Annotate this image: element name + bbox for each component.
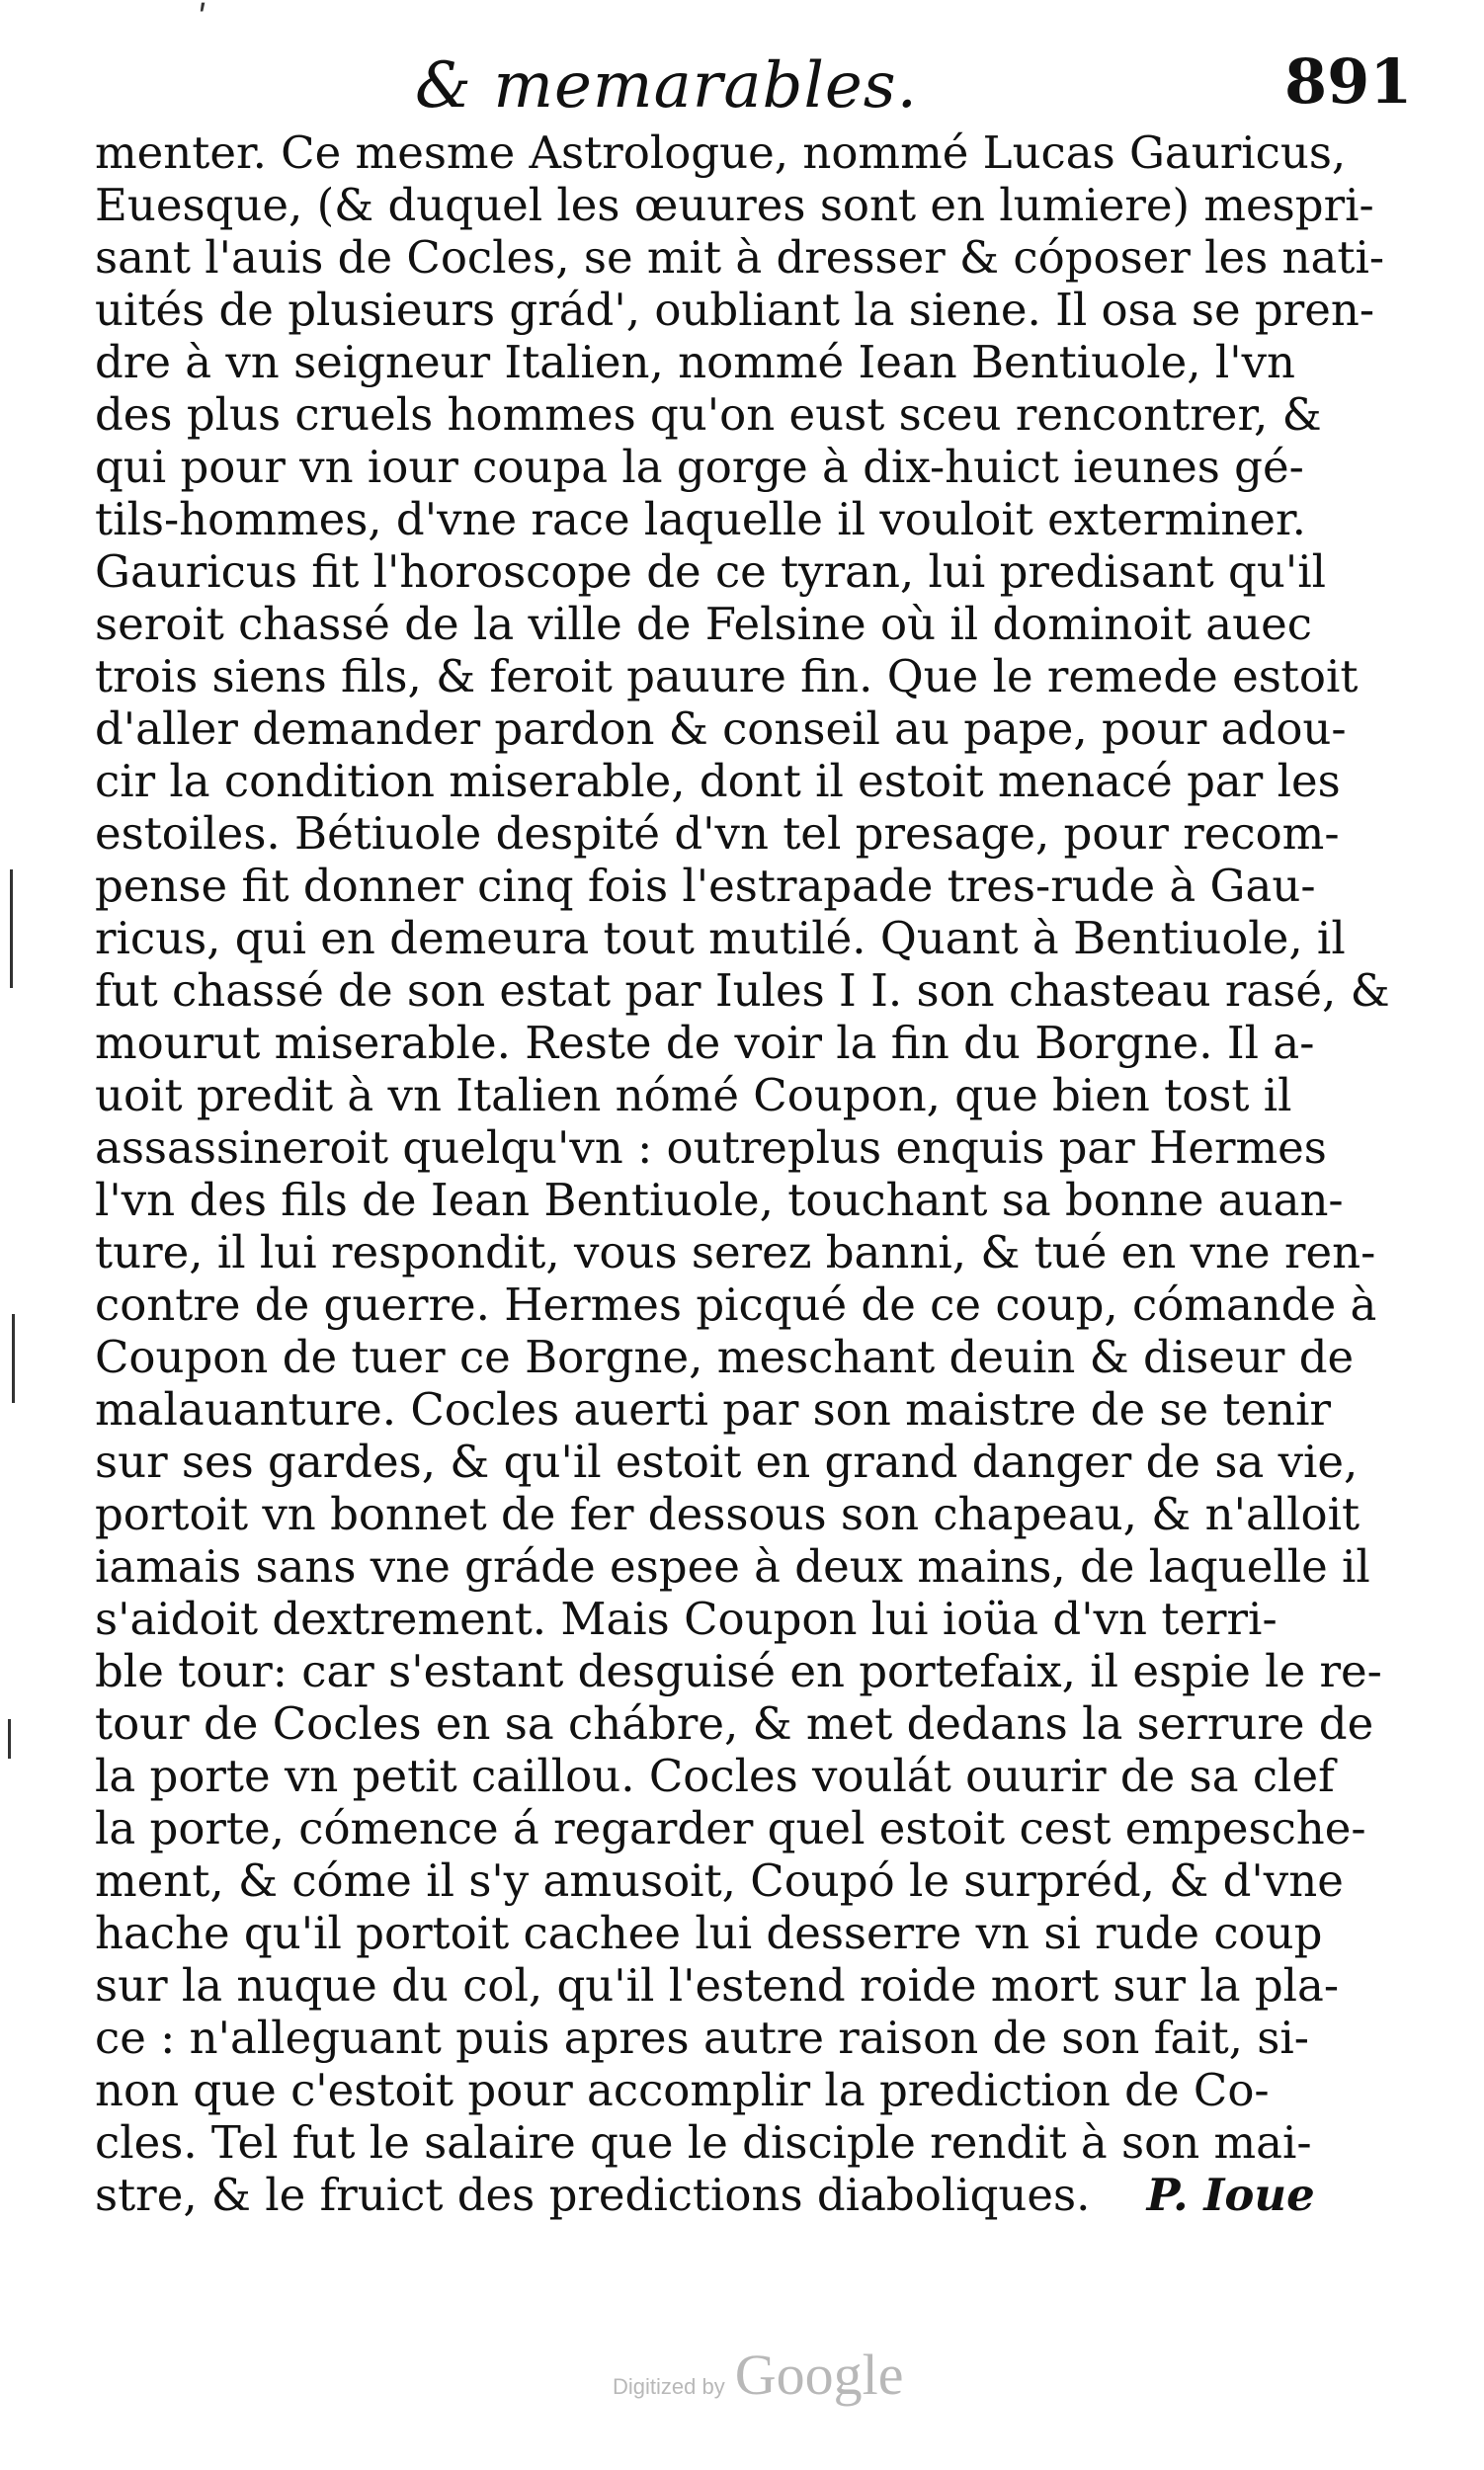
text-line: assassineroit quelqu'vn : outreplus enquis par Hermes bbox=[95, 1121, 1327, 1174]
text-line: l'vn des fils de Iean Bentiuole, touchant sa bonne auan- bbox=[95, 1174, 1344, 1226]
text-line: tour de Cocles en sa chábre, & met dedans la serrure de bbox=[95, 1697, 1374, 1750]
text-line: seroit chassé de la ville de Felsine où il dominoit auec bbox=[95, 598, 1312, 650]
running-head: & memarables. bbox=[415, 49, 918, 123]
text-line: Euesque, (& duquel les œuures sont en lumiere) mespri- bbox=[95, 179, 1374, 231]
margin-rule bbox=[8, 1719, 11, 1759]
text-line: dre à vn seigneur Italien, nommé Iean Bentiuole, l'vn bbox=[95, 336, 1296, 388]
body-text bbox=[95, 126, 1390, 2221]
text-line: contre de guerre. Hermes picqué de ce coup, cómande à bbox=[95, 1278, 1377, 1331]
text-line: ble tour: car s'estant desguisé en portefaix, il espie le re- bbox=[95, 1645, 1382, 1697]
text-line: la porte vn petit caillou. Cocles voulát ouurir de sa clef bbox=[95, 1750, 1335, 1802]
text-line: fut chassé de son estat par Iules I I. son chasteau rasé, & bbox=[95, 964, 1390, 1017]
text-line: la porte, cómence á regarder quel estoit cest empesche- bbox=[95, 1802, 1366, 1854]
text-line: iamais sans vne gráde espee à deux mains, de laquelle il bbox=[95, 1540, 1370, 1593]
margin-rule bbox=[12, 1314, 15, 1403]
text-line: hache qu'il portoit cachee lui desserre vn si rude coup bbox=[95, 1907, 1323, 1959]
text-line: non que c'estoit pour accomplir la prediction de Co- bbox=[95, 2064, 1270, 2116]
text-line: pense fit donner cinq fois l'estrapade tres-rude à Gau- bbox=[95, 860, 1316, 912]
text-line: trois siens fils, & feroit pauure fin. Que le remede estoit bbox=[95, 650, 1359, 702]
text-line: Gauricus fit l'horoscope de ce tyran, lui predisant qu'il bbox=[95, 545, 1326, 598]
text-line: cles. Tel fut le salaire que le disciple rendit à son mai- bbox=[95, 2116, 1312, 2169]
text-line: sur ses gardes, & qu'il estoit en grand danger de sa vie, bbox=[95, 1436, 1359, 1488]
text-line-last bbox=[95, 2169, 1315, 2221]
text-line: estoiles. Bétiuole despité d'vn tel presage, pour recom- bbox=[95, 807, 1340, 860]
text-line: ricus, qui en demeura tout mutilé. Quant à Bentiuole, il bbox=[95, 912, 1346, 964]
text-line: Coupon de tuer ce Borgne, meschant deuin & diseur de bbox=[95, 1331, 1355, 1383]
text-line: d'aller demander pardon & conseil au pape, pour adou- bbox=[95, 702, 1347, 755]
text-line: sant l'auis de Cocles, se mit à dresser & cóposer les nati- bbox=[95, 231, 1385, 284]
text-line: sur la nuque du col, qu'il l'estend roide mort sur la pla- bbox=[95, 1959, 1340, 2012]
margin-rule bbox=[10, 869, 13, 988]
text-line: malauanture. Cocles auerti par son maistre de se tenir bbox=[95, 1383, 1332, 1436]
text-line: qui pour vn iour coupa la gorge à dix-huict ieunes gé- bbox=[95, 441, 1304, 493]
watermark-brand: Google bbox=[734, 2343, 904, 2407]
text-line: s'aidoit dextrement. Mais Coupon lui ioüa d'vn terri- bbox=[95, 1593, 1278, 1645]
text-line: tils-hommes, d'vne race laquelle il vouloit exterminer. bbox=[95, 493, 1306, 545]
stray-ink-mark: ʹ bbox=[198, 0, 208, 41]
text-line: uoit predit à vn Italien nómé Coupon, que bien tost il bbox=[95, 1069, 1292, 1121]
text-line: ment, & cóme il s'y amusoit, Coupó le surpréd, & d'vne bbox=[95, 1854, 1344, 1907]
text-line: cir la condition miserable, dont il estoit menacé par les bbox=[95, 755, 1341, 807]
text-line: uités de plusieurs grád', oubliant la siene. Il osa se pren- bbox=[95, 284, 1375, 336]
text-line: ture, il lui respondit, vous serez banni, & tué en vne ren- bbox=[95, 1226, 1376, 1278]
last-line-text: stre, & le fruict des predictions diaboliques. bbox=[95, 2169, 1091, 2221]
text-line: des plus cruels hommes qu'on eust sceu rencontrer, & bbox=[95, 388, 1322, 441]
text-line: ce : n'alleguant puis apres autre raison de son fait, si- bbox=[95, 2012, 1309, 2064]
text-line: menter. Ce mesme Astrologue, nommé Lucas Gauricus, bbox=[95, 126, 1347, 179]
watermark-prefix: Digitized by bbox=[613, 2374, 725, 2399]
marginal-source-note: P. Ioue bbox=[1146, 2169, 1315, 2221]
page-number: 891 bbox=[1284, 45, 1413, 118]
text-line: mourut miserable. Reste de voir la fin du Borgne. Il a- bbox=[95, 1017, 1315, 1069]
digitization-watermark bbox=[613, 2342, 903, 2408]
text-line: portoit vn bonnet de fer dessous son chapeau, & n'alloit bbox=[95, 1488, 1360, 1540]
